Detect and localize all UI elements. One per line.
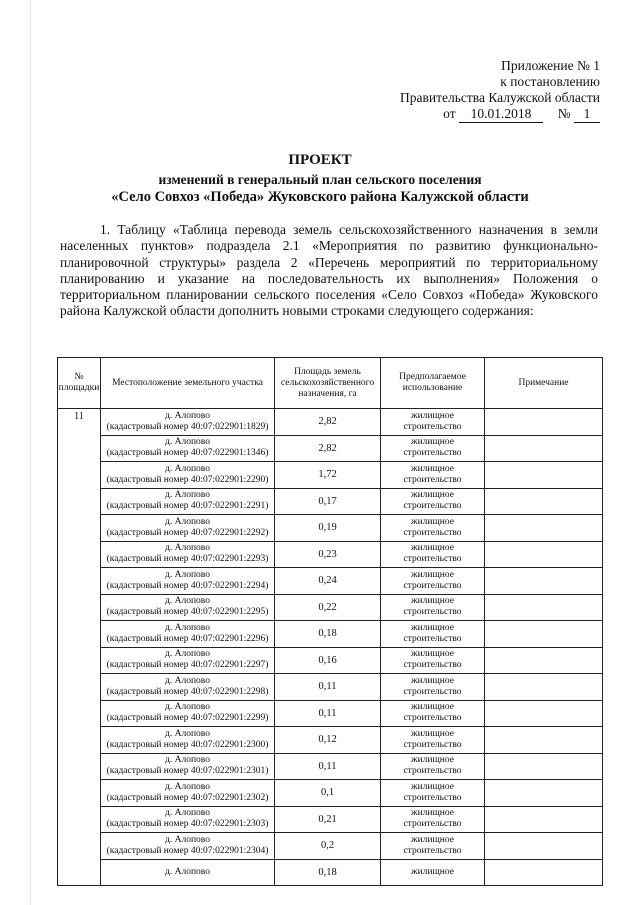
area-cell: 0,23 [275, 541, 381, 568]
village-name: д. Алопово [165, 834, 210, 845]
use-cell [381, 833, 485, 860]
cadastral-number: (кадастровый номер 40:07:022901:2303) [106, 819, 269, 830]
use-line-2: строительство [403, 660, 462, 671]
land-table [57, 357, 603, 886]
cadastral-number: (кадастровый номер 40:07:022901:2290) [106, 474, 269, 485]
area-cell: 0,17 [275, 488, 381, 515]
village-name: д. Алопово [165, 569, 210, 580]
use-cell [381, 541, 485, 568]
village-name: д. Алопово [165, 410, 210, 421]
use-line-2: строительство [403, 845, 462, 856]
annex-authority: Правительства Калужской области [399, 90, 600, 105]
use-line-2: строительство [403, 580, 462, 591]
area-cell: 0,1 [275, 780, 381, 807]
use-cell [381, 409, 485, 436]
note-cell [485, 594, 603, 621]
use-cell [381, 753, 485, 780]
table-row [58, 515, 603, 542]
area-cell: 0,16 [275, 647, 381, 674]
village-name: д. Алопово [165, 755, 210, 766]
table-row [58, 700, 603, 727]
location-cell [101, 435, 275, 462]
use-line-2: строительство [403, 766, 462, 777]
location-cell [101, 859, 275, 886]
use-cell [381, 727, 485, 754]
village-name: д. Алопово [165, 596, 210, 607]
note-cell [485, 859, 603, 886]
use-line-1: жилищное [411, 463, 454, 474]
location-cell [101, 594, 275, 621]
table-header-row [58, 358, 603, 409]
header-use: Предполагаемое использование [381, 358, 485, 409]
location-cell [101, 833, 275, 860]
use-line-1: жилищное [411, 649, 454, 660]
doc-subheading-1: изменений в генеральный план сельского поселения [158, 172, 482, 187]
area-cell: 1,72 [275, 462, 381, 489]
use-line-2: строительство [403, 527, 462, 538]
doc-subheading-2: «Село Совхоз «Победа» Жуковского района Калужской области [111, 189, 529, 205]
table-row [58, 488, 603, 515]
area-cell: 2,82 [275, 435, 381, 462]
village-name: д. Алопово [165, 866, 210, 877]
use-cell [381, 806, 485, 833]
note-cell [485, 833, 603, 860]
village-name: д. Алопово [165, 543, 210, 554]
village-name: д. Алопово [165, 808, 210, 819]
area-cell: 2,82 [275, 409, 381, 436]
use-line-1: жилищное [411, 516, 454, 527]
use-line-2: строительство [403, 819, 462, 830]
area-cell: 0,12 [275, 727, 381, 754]
table-row [58, 409, 603, 436]
village-name: д. Алопово [165, 516, 210, 527]
table-row [58, 727, 603, 754]
note-cell [485, 621, 603, 648]
location-cell [101, 541, 275, 568]
location-cell [101, 409, 275, 436]
location-cell [101, 780, 275, 807]
annex-date-line [400, 106, 600, 123]
use-cell [381, 780, 485, 807]
annex-date-prefix: от [443, 106, 456, 121]
village-name: д. Алопово [165, 490, 210, 501]
use-line-2: строительство [403, 686, 462, 697]
annex-subtitle: к постановлению [500, 74, 600, 89]
use-cell [381, 568, 485, 595]
use-cell [381, 594, 485, 621]
use-cell [381, 462, 485, 489]
village-name: д. Алопово [165, 702, 210, 713]
note-cell [485, 488, 603, 515]
use-cell [381, 515, 485, 542]
use-line-1: жилищное [411, 781, 454, 792]
cadastral-number: (кадастровый номер 40:07:022901:2297) [106, 660, 269, 671]
annex-title: Приложение № 1 [501, 58, 600, 73]
table-row [58, 435, 603, 462]
location-cell [101, 674, 275, 701]
cadastral-number: (кадастровый номер 40:07:022901:2301) [106, 766, 269, 777]
area-cell: 0,11 [275, 674, 381, 701]
location-cell [101, 647, 275, 674]
village-name: д. Алопово [165, 437, 210, 448]
doc-heading: ПРОЕКТ [288, 152, 352, 168]
note-cell [485, 806, 603, 833]
annex-num-prefix: № [557, 106, 571, 121]
note-cell [485, 780, 603, 807]
note-cell [485, 541, 603, 568]
location-cell [101, 700, 275, 727]
table-row [58, 594, 603, 621]
area-cell: 0,22 [275, 594, 381, 621]
cadastral-number: (кадастровый номер 40:07:022901:1346) [106, 448, 269, 459]
use-line-2: строительство [403, 607, 462, 618]
header-area: Площадь земель сельскохозяйственного назначения, га [275, 358, 381, 409]
use-line-2: строительство [403, 739, 462, 750]
header-num: № площадки [58, 358, 101, 409]
cadastral-number: (кадастровый номер 40:07:022901:2304) [106, 845, 269, 856]
note-cell [485, 647, 603, 674]
location-cell [101, 621, 275, 648]
cadastral-number: (кадастровый номер 40:07:022901:2295) [106, 607, 269, 618]
location-cell [101, 488, 275, 515]
area-cell: 0,11 [275, 753, 381, 780]
note-cell [485, 753, 603, 780]
note-cell [485, 674, 603, 701]
cadastral-number: (кадастровый номер 40:07:022901:2292) [106, 527, 269, 538]
use-cell [381, 621, 485, 648]
use-line-1: жилищное [411, 596, 454, 607]
table-row [58, 833, 603, 860]
location-cell [101, 753, 275, 780]
note-cell [485, 727, 603, 754]
use-cell [381, 700, 485, 727]
area-cell: 0,21 [275, 806, 381, 833]
area-cell: 0,18 [275, 859, 381, 886]
village-name: д. Алопово [165, 675, 210, 686]
cadastral-number: (кадастровый номер 40:07:022901:2291) [106, 501, 269, 512]
note-cell [485, 568, 603, 595]
use-line-2: строительство [403, 792, 462, 803]
note-cell [485, 435, 603, 462]
village-name: д. Алопово [165, 463, 210, 474]
table-row [58, 753, 603, 780]
header-note: Примечание [485, 358, 603, 409]
use-line-2: строительство [403, 554, 462, 565]
use-line-1: жилищное [411, 675, 454, 686]
use-line-2: строительство [403, 713, 462, 724]
village-name: д. Алопово [165, 781, 210, 792]
table-row [58, 462, 603, 489]
cadastral-number: (кадастровый номер 40:07:022901:2302) [106, 792, 269, 803]
use-line-1: жилищное [411, 490, 454, 501]
site-number-cell: 11 [58, 409, 101, 886]
cadastral-number: (кадастровый номер 40:07:022901:2293) [106, 554, 269, 565]
table-row [58, 859, 603, 886]
use-line-2: строительство [403, 633, 462, 644]
location-cell [101, 806, 275, 833]
cadastral-number: (кадастровый номер 40:07:022901:2299) [106, 713, 269, 724]
use-line-1: жилищное [411, 543, 454, 554]
location-cell [101, 568, 275, 595]
note-cell [485, 409, 603, 436]
use-line-1: жилищное [411, 437, 454, 448]
area-cell: 0,24 [275, 568, 381, 595]
table-row [58, 674, 603, 701]
location-cell [101, 462, 275, 489]
body-paragraph: 1. Таблицу «Таблица перевода земель сельскохозяйственного назначения в земли населенных пунктов» подраздела 2.1 «Мероприятия по развитию функционально-планировочной структуры» раздела 2 «Перечень мероприятий по территориальному планированию и указание на последовательность их выполнения» Положения о территориальном планировании сельского поселения «Село Совхоз «Победа» Жуковского района Калужской области дополнить новыми строками следующего содержания: [60, 222, 598, 319]
table-row [58, 621, 603, 648]
table-row [58, 568, 603, 595]
use-cell [381, 859, 485, 886]
use-line-1: жилищное [411, 410, 454, 421]
use-line-1: жилищное [411, 834, 454, 845]
use-line-1: жилищное [411, 808, 454, 819]
use-line-1: жилищное [411, 622, 454, 633]
note-cell [485, 700, 603, 727]
use-cell [381, 488, 485, 515]
table-row [58, 647, 603, 674]
use-line-1: жилищное [411, 866, 454, 877]
use-line-2: строительство [403, 421, 462, 432]
cadastral-number: (кадастровый номер 40:07:022901:2298) [106, 686, 269, 697]
table-row [58, 806, 603, 833]
use-line-2: строительство [403, 448, 462, 459]
header-location: Местоположение земельного участка [101, 358, 275, 409]
use-line-2: строительство [403, 501, 462, 512]
area-cell: 0,19 [275, 515, 381, 542]
cadastral-number: (кадастровый номер 40:07:022901:2294) [106, 580, 269, 591]
note-cell [485, 515, 603, 542]
table-row [58, 541, 603, 568]
use-line-1: жилищное [411, 755, 454, 766]
annex-date: 10.01.2018 [459, 106, 543, 123]
use-line-1: жилищное [411, 569, 454, 580]
cadastral-number: (кадастровый номер 40:07:022901:2296) [106, 633, 269, 644]
village-name: д. Алопово [165, 622, 210, 633]
cadastral-number: (кадастровый номер 40:07:022901:2300) [106, 739, 269, 750]
scan-edge-divider [30, 0, 31, 905]
table-row [58, 780, 603, 807]
village-name: д. Алопово [165, 649, 210, 660]
use-line-1: жилищное [411, 728, 454, 739]
note-cell [485, 462, 603, 489]
area-cell: 0,11 [275, 700, 381, 727]
annex-block [400, 58, 600, 123]
area-cell: 0,2 [275, 833, 381, 860]
location-cell [101, 727, 275, 754]
use-line-2: строительство [403, 474, 462, 485]
use-cell [381, 674, 485, 701]
use-cell [381, 647, 485, 674]
cadastral-number: (кадастровый номер 40:07:022901:1829) [106, 421, 269, 432]
use-cell [381, 435, 485, 462]
table-body [58, 409, 603, 886]
annex-number: 1 [574, 106, 600, 123]
use-line-1: жилищное [411, 702, 454, 713]
area-cell: 0,18 [275, 621, 381, 648]
village-name: д. Алопово [165, 728, 210, 739]
location-cell [101, 515, 275, 542]
